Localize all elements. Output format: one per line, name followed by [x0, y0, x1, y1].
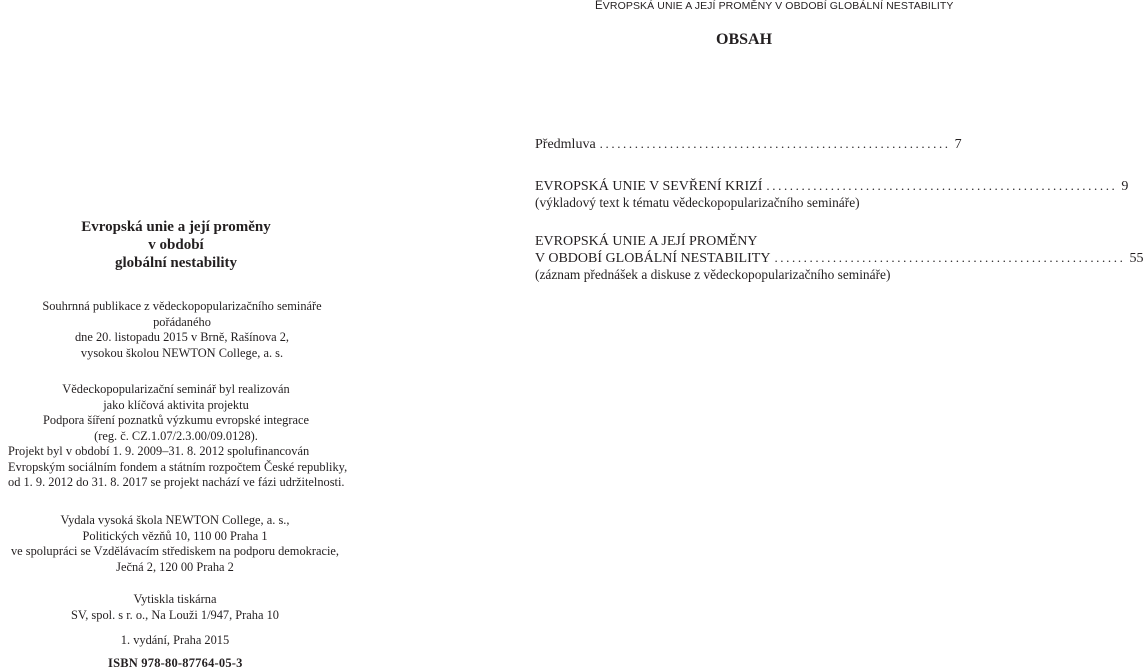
toc-entry-eu-changes[interactable]	[535, 234, 1143, 283]
summary-line: dne 20. listopadu 2015 v Brně, Rašínova 2,	[74, 330, 290, 345]
toc-page-number: 9	[1121, 179, 1129, 194]
toc-page-number: 7	[954, 137, 962, 152]
toc-leader-dots: ............................................................	[599, 136, 951, 151]
printer-info	[0, 592, 350, 623]
publisher-line: Politických vězňů 10, 110 00 Praha 1	[82, 528, 268, 543]
book-title	[56, 218, 296, 272]
running-head-initial: E	[595, 0, 603, 12]
contents-page	[480, 0, 1143, 672]
book-title-line: v období	[148, 237, 204, 253]
printer-line: Vytiskla tiskárna	[133, 592, 217, 606]
summary-line: Souhrnná publikace z vědeckopopularizačního semináře	[42, 299, 322, 313]
summary-line: vysokou školou NEWTON College, a. s.	[80, 345, 284, 360]
toc-entry-subtitle: (záznam přednášek a diskuse z vědeckopopularizačního semináře)	[535, 267, 891, 282]
publisher-line: ve spolupráci se Vzdělávacím střediskem na podporu demokracie,	[10, 544, 339, 559]
publisher-line: Ječná 2, 120 00 Praha 2	[116, 559, 234, 574]
isbn: ISBN 978-80-87764-05-3	[108, 656, 243, 670]
toc-entry-title-line2: V OBDOBÍ GLOBÁLNÍ NESTABILITY	[535, 251, 771, 266]
book-title-line: Evropská unie a její proměny	[81, 219, 271, 235]
toc-leader-dots: ............................................................	[766, 178, 1118, 193]
project-info	[4, 382, 348, 444]
book-title-line: globální nestability	[114, 255, 238, 271]
toc-entry-subtitle: (výkladový text k tématu vědeckopopularizačního semináře)	[535, 195, 860, 210]
toc-page-number: 55	[1129, 251, 1143, 266]
imprint-page	[0, 0, 480, 672]
funding-line: Evropským sociálním fondem a státním rozpočtem České republiky,	[8, 459, 348, 474]
toc-entry-title: EVROPSKÁ UNIE A JEJÍ PROMĚNY	[535, 234, 758, 249]
seminar-summary	[10, 299, 354, 361]
project-line: Podpora šíření poznatků výzkumu evropské integrace	[43, 413, 309, 428]
summary-line: pořádaného	[153, 314, 211, 329]
toc-title: OBSAH	[716, 31, 773, 48]
edition	[0, 633, 350, 649]
edition-text: 1. vydání, Praha 2015	[120, 633, 230, 647]
running-head	[595, 0, 955, 12]
project-funding	[8, 444, 347, 491]
funding-line: od 1. 9. 2012 do 31. 8. 2017 se projekt nachází ve fázi udržitelnosti.	[8, 475, 345, 490]
toc-entry-preface[interactable]	[535, 136, 960, 153]
running-head-rest: VROPSKÁ UNIE A JEJÍ PROMĚNY V OBDOBÍ GLOBÁLNÍ NESTABILITY	[602, 0, 954, 12]
toc-leader-dots: ............................................................	[774, 250, 1126, 265]
toc-entry-title: Předmluva	[535, 137, 596, 152]
funding-line: Projekt byl v období 1. 9. 2009–31. 8. 2012 spolufinancován	[8, 444, 310, 458]
printer-line: SV, spol. s r. o., Na Louži 1/947, Praha 10	[71, 607, 279, 622]
project-line: (reg. č. CZ.1.07/2.3.00/09.0128).	[94, 428, 258, 443]
publisher-info	[0, 513, 350, 575]
toc-entry-eu-crises[interactable]	[535, 178, 1129, 211]
project-line: Vědeckopopularizační seminář byl realizován	[62, 382, 290, 396]
toc-entry-title: EVROPSKÁ UNIE V SEVŘENÍ KRIZÍ	[535, 179, 763, 194]
project-line: jako klíčová aktivita projektu	[103, 397, 249, 412]
publisher-line: Vydala vysoká škola NEWTON College, a. s.,	[60, 513, 290, 527]
